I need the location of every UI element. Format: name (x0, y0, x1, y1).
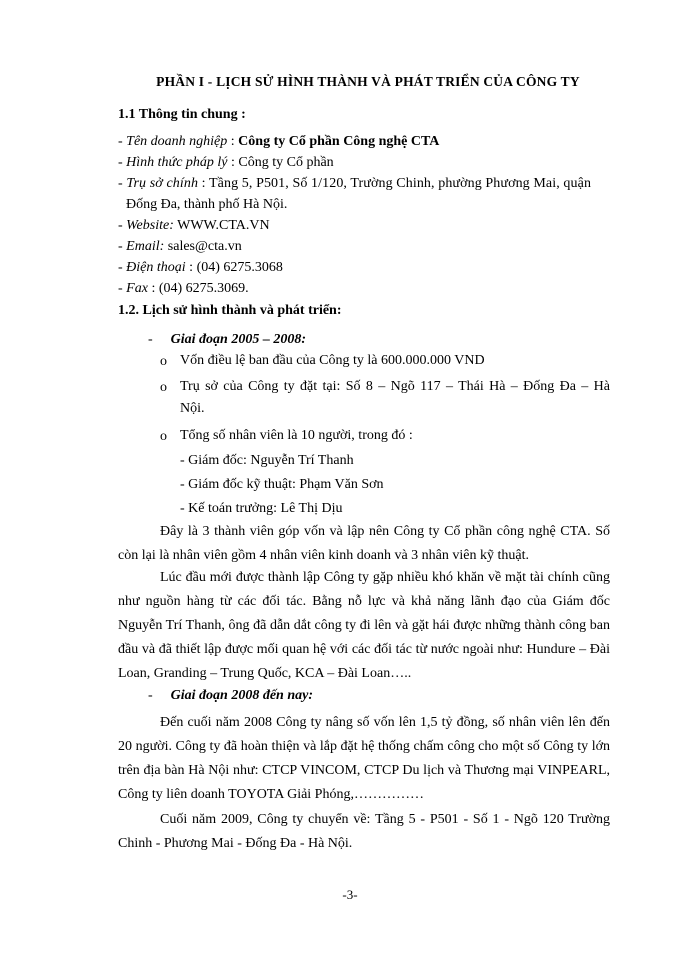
info-headquarters: - Trụ sở chính : Tầng 5, P501, Số 1/120, Trường Chinh, phường Phương Mai, quận (118, 176, 592, 191)
phase-1-staff-count: Tổng số nhân viên là 10 người, trong đó : (180, 428, 413, 443)
phase-1-heading: - Giai đoạn 2005 – 2008: (148, 332, 307, 347)
page-number: -3- (342, 887, 358, 902)
phase-1-office: Trụ sở của Công ty đặt tại: Số 8 – Ngõ 117 – Thái Hà – Đống Đa – Hà (180, 379, 610, 394)
phase-1-capital: Vốn điều lệ ban đầu của Công ty là 600.000.000 VND (180, 353, 485, 368)
circle-bullet-icon: o (160, 354, 167, 369)
phase-2-heading: - Giai đoạn 2008 đến nay: (148, 688, 314, 703)
info-phone: - Điện thoại : (04) 6275.3068 (118, 260, 283, 275)
info-legal-form: - Hình thức pháp lý : Công ty Cổ phần (118, 155, 334, 170)
section-1-heading: 1.1 Thông tin chung : (118, 107, 246, 122)
page-title: PHẦN I - LỊCH SỬ HÌNH THÀNH VÀ PHÁT TRIỂN CỦA CÔNG TY (156, 74, 580, 89)
staff-technical-director: - Giám đốc kỹ thuật: Phạm Văn Sơn (180, 477, 384, 492)
info-website: - Website: WWW.CTA.VN (118, 218, 270, 233)
circle-bullet-icon: o (160, 429, 167, 444)
phase-1-office-cont: Nội. (180, 401, 205, 416)
section-2-heading: 1.2. Lịch sử hình thành và phát triển: (118, 303, 342, 318)
phase-1-paragraph-2: Lúc đầu mới được thành lập Công ty gặp nhiều khó khăn về mặt tài chính cũng như nguồn hàng từ các đối tác. Bằng nỗ lực và khả năng lãnh đạo của Giám đốc Nguyễn Trí Thanh, ông đã dẫn dắt công ty đi lên và gặt hái được những thành công ban đầu và đã thiết lập được mối quan hệ với các đối tác từ nước ngoài như: Hundure – Đài Loan, Granding – Trung Quốc, KCA – Đài Loan….. (118, 570, 610, 681)
info-email: - Email: sales@cta.vn (118, 239, 242, 254)
phase-1-paragraph-1: Đây là 3 thành viên góp vốn và lập nên Công ty Cổ phần công nghệ CTA. Số còn lại là nhân viên gồm 4 nhân viên kinh doanh và 3 nhân viên kỹ thuật. (118, 524, 610, 563)
info-fax: - Fax : (04) 6275.3069. (118, 281, 249, 296)
phase-2-paragraph-1: Đến cuối năm 2008 Công ty nâng số vốn lên 1,5 tỷ đồng, số nhân viên lên đến 20 người. Công ty đã hoàn thiện và lắp đặt hệ thống chấm công cho một số Công ty lớn trên địa bàn Hà Nội như: CTCP VINCOM, CTCP Du lịch và Thương mại VINPEARL, Công ty liên doanh TOYOTA Giải Phóng,…………… (118, 715, 610, 802)
phase-2-paragraph-2: Cuối năm 2009, Công ty chuyển về: Tầng 5 - P501 - Số 1 - Ngõ 120 Trường Chinh - Phương Mai - Đống Đa - Hà Nội. (118, 812, 610, 851)
staff-chief-accountant: - Kế toán trưởng: Lê Thị Dịu (180, 501, 343, 516)
circle-bullet-icon: o (160, 380, 167, 395)
info-company-name: - Tên doanh nghiệp : Công ty Cổ phần Công nghệ CTA (118, 134, 440, 149)
staff-director: - Giám đốc: Nguyễn Trí Thanh (180, 453, 354, 468)
info-headquarters-cont: Đống Đa, thành phố Hà Nội. (126, 197, 288, 212)
